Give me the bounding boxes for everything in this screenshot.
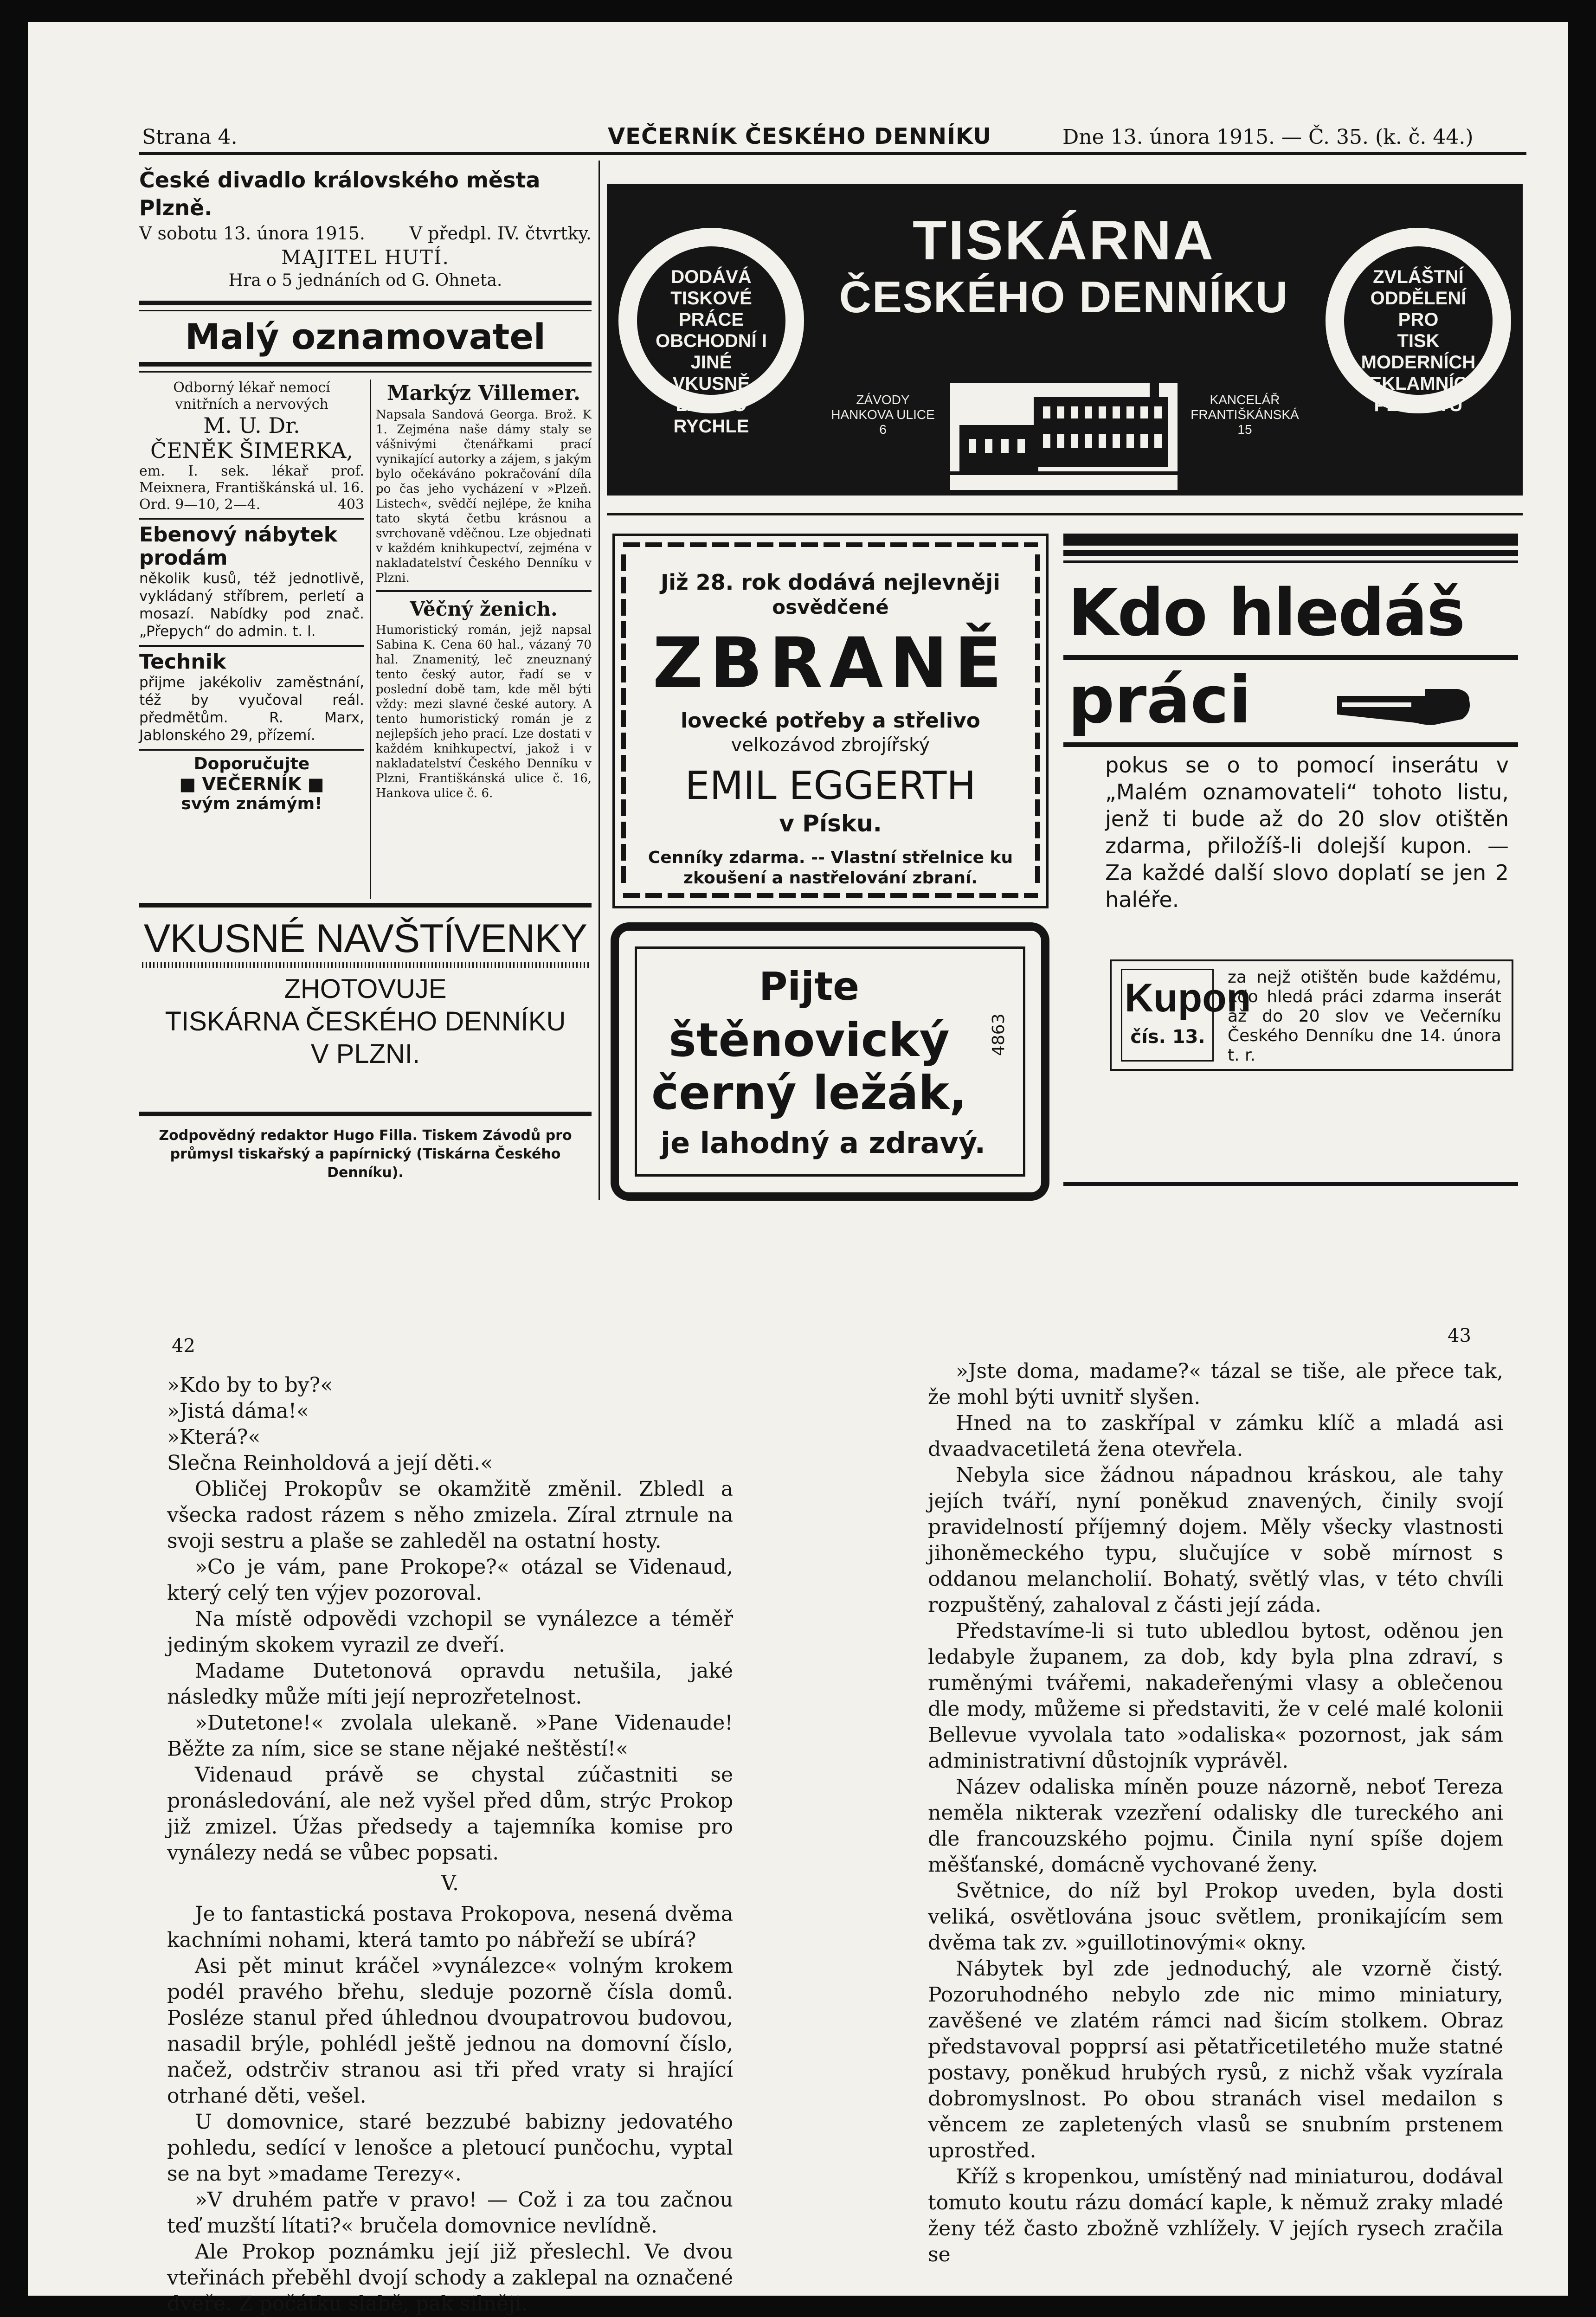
doctor-details: em. I. sek. lékař prof. Meixnera, Františkánská ul. 16. (139, 463, 364, 496)
book-paragraph: Kříž s kropenkou, umístěný nad miniaturou, dodával tomuto koutu rázu domácí kaple, k němuž zraky mladé ženy též často zbožně vzhlížely. V jejích rysech zračila se (928, 2165, 1503, 2266)
zenich-text: Humoristický román, jejž napsal Sabina K. Cena 60 hal., vázaný 70 hal. Znamenitý, leč zneuznaný tento český autor, řadí se v poslední době tam, kde měl býti vždy: mezi slavné české autory. A tento humoristický román je z nejlepších jeho prací. Lze dostati v každém knihkupectví, jakož i v nakladatelství Českého Denníku v Plzni, Františkánská ulice č. 16, Hankova ulice č. 6. (376, 623, 592, 800)
printing-title: TISKÁRNA (913, 209, 1215, 271)
job-text: pokus se o to pomocí inserátu v „Malém oznamovateli“ tohoto listu, jenž ti bude až do 20 slov otištěn zdarma, přiložíš-li dolejší kupon. — Za každé další slovo doplatí se jen 2 haléře. (1105, 753, 1509, 912)
furniture-text: několik kusů, též jednotlivě, vykládaný stříbrem, perletí a mosazí. Nabídky pod znač. „Přepych“ do admin. t. l. (139, 570, 364, 640)
classifieds-col-b (376, 380, 592, 801)
theatre-date: V sobotu 13. února 1915. (139, 223, 365, 244)
book-paragraph: »Kdo by to by?« (167, 1373, 333, 1397)
technik-title: Technik (139, 650, 226, 674)
markyz-text: Napsala Sandová Georga. Brož. K 1. Zejména naše dámy staly se vášnivými čtenářkami prací vynikající autorky a zájem, s jakým bylo očekáváno pokračování díla po čas jeho vycházení v »Plzeň. Listech«, svědčí nejlépe, že kniha tato skytá četbu krásnou a svrchovaně vděčnou. Lze objednati v každém knihkupectví, zejména v nakladatelství Českého Denníku v Plzni. (376, 408, 592, 585)
book-paragraph: Ale Prokop poznámku její již přeslechl. Ve dvou vteřinách přeběhl dvojí schody a zaklepal na označené dveře. Z počátku slabě, pak silněji. (167, 2240, 733, 2316)
technik-text: přijme jakékoliv zaměstnání, též by vyučoval reál. předmětům. R. Marx, Jablonského 29, přízemí. (139, 674, 364, 744)
markyz-title: Markýz Villemer. (386, 381, 581, 405)
job-title-line2: práci (1068, 663, 1251, 738)
factory-illustration (950, 383, 1178, 490)
recommend-line3: svým známým! (181, 794, 322, 813)
recommend-line2: ■ VEČERNÍK ■ (179, 774, 324, 794)
beer-line3: černý ležák, (651, 1066, 967, 1120)
book-paragraph: Slečna Reinholdová a její děti.« (167, 1451, 493, 1475)
classifieds-col-a (139, 380, 364, 814)
classifieds-heading: Malý oznamovatel (185, 316, 546, 357)
guns-title: ZBRANĚ (652, 623, 1009, 704)
book-paragraph: »V druhém patře v pravo! — Což i za tou začnou teď muzští lítati?« bručela domovnice nevlídně. (167, 2188, 733, 2238)
book-paragraph: Představíme-li si tuto ubledlou bytost, oděnou jen ledabyle županem, za dob, kdy byla plna zdraví, s ruměnými tvářemi, nakadeřenými vlasy a oblečenou dle mody, můžeme si představiti, že v celé malé kolonii Bellevue vyvolala tato »odaliska« pozornost, jak sám administrativní důstojník vyprávěl. (928, 1619, 1503, 1773)
book-paragraph: Světnice, do níž byl Prokop uveden, byla dosti veliká, osvětlována jsouc světlem, pronikajícím sem dvěma tak zv. »guillotinovými« okny. (928, 1879, 1503, 1955)
theatre-subscription: V předpl. IV. čtvrtky. (409, 223, 592, 244)
job-ad (1059, 534, 1523, 1202)
theatre-note: Hra o 5 jednáních od G. Ohneta. (228, 271, 502, 290)
beer-ad (611, 922, 1049, 1201)
book-paragraph: Videnaud právě se chystal zúčastniti se pronásledování, ale než vyšel před dům, strýc Prokop již zmizel. Úžas předsedy a tajemníka komise pro vynálezy nedá se vůbec popsati. (167, 1763, 733, 1865)
newspaper-title: VEČERNÍK ČESKÉHO DENNÍKU (608, 123, 992, 149)
visiting-cards-line3: V PLZNI. (310, 1039, 420, 1069)
guns-company: EMIL EGGERTH (685, 763, 976, 808)
book-page-left-number: 42 (172, 1335, 195, 1357)
coupon-box (1110, 959, 1513, 1071)
book-paragraph: Na místě odpovědi vzchopil se vynálezce a téměř jediným skokem vyrazil ze dveří. (167, 1607, 733, 1657)
zenich-title: Věčný ženich. (410, 598, 558, 620)
visiting-cards-line1: ZHOTOVUJE (284, 974, 447, 1004)
book-right-column (928, 1358, 1503, 2268)
doctor-name-line1: M. U. Dr. (203, 413, 300, 438)
theatre-title: České divadlo královského města Plzně. (139, 167, 541, 220)
guns-line3: lovecké potřeby a střelivo (681, 709, 980, 733)
guns-line1: Již 28. rok dodává nejlevněji (661, 570, 1000, 595)
book-paragraph: U domovnice, staré bezzubé babizny jedovatého pohledu, sedící v lenošce a pletoucí punčochu, vyptal se na byt »madame Terezy«. (167, 2110, 733, 2186)
guns-footer2: zkoušení a nastřelování zbraní. (683, 869, 978, 888)
guns-line2: osvědčené (772, 596, 889, 618)
beer-line2: štěnovický (669, 1013, 950, 1067)
printing-house-ad (607, 184, 1523, 496)
book-paragraph: Asi pět minut kráčel »vynálezce« volným krokem podél pravého břehu, sleduje pozorně čísla domů. Posléze stanul před úhlednou dvoupatrovou budovou, nasadil brýle, pohlédl ještě jednou na domovní číslo, načež, odstrčiv stranou asi tři před vraty si hrající otrhané děti, vešel. (167, 1954, 733, 2108)
coupon-text: za nejž otištěn bude každému, kdo hledá práci zdarma inserát až do 20 slov ve Večerníku Českého Denníku dne 14. února t. r. (1228, 968, 1501, 1065)
header-rule (139, 152, 1526, 155)
printing-subtitle: ČESKÉHO DENNÍKU (839, 272, 1289, 322)
beer-code: 4863 (989, 1013, 1008, 1056)
guns-ad (612, 534, 1049, 908)
book-paragraph: »Co je vám, pane Prokope?« otázal se Videnaud, který celý ten výjev pozoroval. (167, 1555, 733, 1605)
doctor-ad-number: 403 (337, 496, 364, 513)
beer-line4: je lahodný a zdravý. (660, 1126, 986, 1160)
furniture-title: Ebenový nábytek prodám (139, 523, 337, 570)
book-paragraph: »Jistá dáma!« (167, 1399, 309, 1423)
coupon-word: Kupon (1125, 976, 1251, 1020)
printing-office-label: KANCELÁŘ FRANTIŠKÁNSKÁ 15 (1191, 393, 1299, 437)
visiting-cards-ad (139, 915, 592, 1070)
visiting-cards-title: VKUSNÉ NAVŠTÍVENKY (143, 916, 587, 961)
doctor-intro: Odborný lékař nemocí vnitřních a nervových (173, 380, 330, 412)
book-paragraph: Madame Dutetonová opravdu netušila, jaké následky může míti její neprozřetelnost. (167, 1659, 733, 1709)
recommend-line1: Doporučujte (193, 754, 310, 773)
visiting-cards-line2: TISKÁRNA ČESKÉHO DENNÍKU (165, 1006, 566, 1036)
coupon-number: čís. 13. (1130, 1026, 1205, 1048)
printing-right-badge: ZVLÁŠTNÍ ODDĚLENÍ PRO TISK MODERNÍCH REKLAMNÍCH PLAKÁTŮ (1356, 267, 1481, 415)
book-paragraph: »Která?« (167, 1425, 261, 1449)
guns-place: v Písku. (779, 810, 882, 837)
book-paragraph: Je to fantastická postava Prokopova, nesená dvěma kachními nohami, která tamto po nábřeží se ubírá? (167, 1902, 733, 1952)
book-left-column (167, 1372, 733, 2317)
job-title-line1: Kdo hledáš (1068, 575, 1465, 651)
theatre-announcement (139, 166, 592, 291)
doctor-name-line2: ČENĚK ŠIMERKA, (150, 438, 353, 463)
book-paragraph: »Jste doma, madame?« tázal se tiše, ale přece tak, že mohl býti uvnitř slyšen. (928, 1359, 1503, 1409)
pointing-hand-icon (1332, 687, 1472, 728)
book-paragraph: Název odaliska míněn pouze názorně, neboť Tereza neměla nikterak vzezření odalisky dle tureckého ani dle francouzského pojmu. Činila nyní spíše dojem měšťanské, domácně vychované ženy. (928, 1775, 1503, 1877)
doctor-hours: Ord. 9—10, 2—4. (139, 496, 261, 513)
guns-footer1: Cenníky zdarma. -- Vlastní střelnice ku (648, 848, 1013, 867)
book-page-right-number: 43 (1448, 1325, 1471, 1346)
page-label: Strana 4. (142, 125, 238, 149)
book-paragraph: Hned na to zaskřípal v zámku klíč a mladá asi dvaadvacetiletá žena otevřela. (928, 1411, 1503, 1461)
book-paragraph: »Dutetone!« zvolala ulekaně. »Pane Videnaude! Běžte za ním, sice se stane nějaké neštěstí!« (167, 1711, 733, 1761)
book-paragraph: Obličej Prokopův se okamžitě změnil. Zbledl a všecka radost rázem s něho zmizela. Zíral ztrnule na svoji sestru a plaše se zahleděl na ostatní hosty. (167, 1477, 733, 1553)
book-paragraph: Nábytek byl zde jednoduchý, ale vzorně čistý. Pozoruhodného nebylo zde nic mimo miniatury, zavěšené ve zlatém rámci nad šicím stolkem. Obraz představoval popprsí asi pětatřicetiletého muže statné postavy, poněkud hrubých rysů, z nichž však vyzírala dobromyslnost. Po obou stranách visel medailon s věncem ze zapletených vlasů se snubním prstenem uprostřed. (928, 1957, 1503, 2163)
guns-line4: velkozávod zbrojířský (731, 734, 930, 756)
printing-plant-label: ZÁVODY HANKOVA ULICE 6 (831, 393, 935, 437)
imprint: Zodpovědný redaktor Hugo Filla. Tiskem Závodů pro průmysl tiskařský a papírnický (Tiskárna Českého Denníku). (159, 1127, 572, 1181)
book-paragraph: V. (441, 1872, 459, 1895)
printing-left-badge: DODÁVÁ TISKOVÉ PRÁCE OBCHODNÍ I JINÉ VKUSNĚ LACINO RYCHLE (656, 267, 767, 437)
book-paragraph: Nebyla sice žádnou nápadnou kráskou, ale tahy jejích tváří, nyní poněkud znavených, činily svojí pravidelností příjemný dojem. Měly všecky vlastnosti jihoněmeckého typu, slučujíce v sobě mírnost s oddanou melancholií. Bohatý, světlý vlas, v této chvíli rozpuštěný, zahaloval z části její záda. (928, 1463, 1503, 1617)
theatre-play: MAJITEL HUTÍ. (281, 246, 450, 269)
page-sheet (28, 22, 1568, 2316)
issue-date: Dne 13. února 1915. — Č. 35. (k. č. 44.) (1062, 125, 1474, 149)
beer-line1: Pijte (759, 964, 860, 1009)
